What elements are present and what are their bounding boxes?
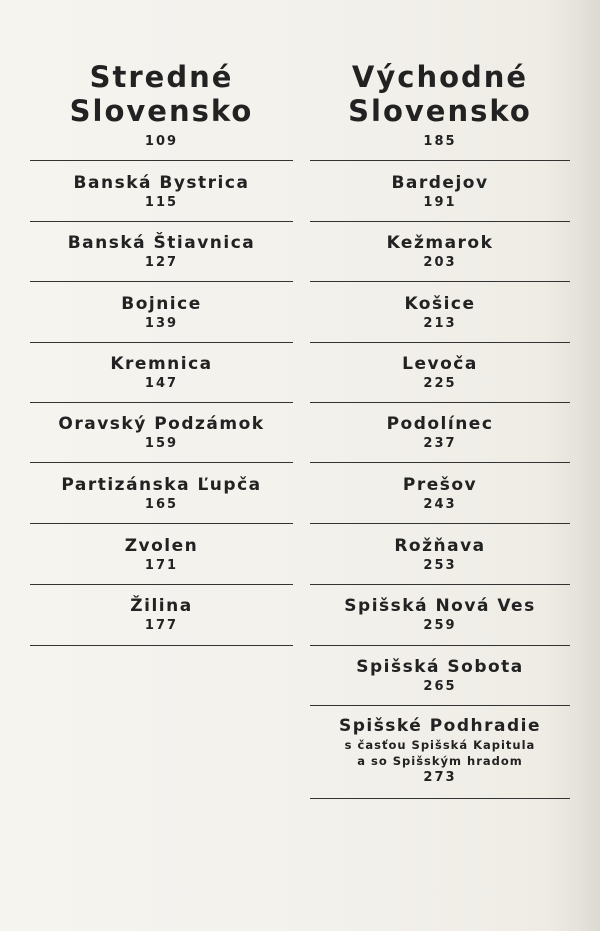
toc-entry-subtitle: s časťou Spišská Kapitula	[344, 738, 536, 752]
toc-entry-page: 259	[423, 618, 457, 633]
toc-entry-page: 159	[144, 436, 179, 451]
toc-entry[interactable]	[30, 535, 293, 574]
toc-entry-name: Košice	[404, 294, 476, 314]
toc-entry[interactable]	[310, 232, 570, 271]
toc-entry-name: Spišská Nová Ves	[344, 596, 536, 616]
toc-entry[interactable]	[30, 595, 293, 634]
toc-entry[interactable]	[30, 353, 293, 392]
section-heading-line2: Slovensko	[69, 94, 254, 128]
divider-rule	[310, 402, 570, 403]
toc-entry-name: Oravský Podzámok	[58, 414, 265, 434]
toc-entry-page: 165	[144, 497, 179, 512]
section-heading-line1: Stredné	[89, 60, 234, 94]
divider-rule	[310, 342, 570, 343]
toc-entry-name: Spišská Sobota	[356, 657, 524, 677]
divider-rule	[30, 221, 293, 222]
toc-entry-name: Prešov	[402, 475, 478, 495]
toc-entry-page: 147	[144, 376, 179, 391]
divider-rule	[310, 281, 570, 282]
section-page-number: 185	[423, 134, 457, 149]
toc-entry-name: Levoča	[402, 354, 478, 374]
divider-rule	[310, 705, 570, 706]
divider-rule	[30, 281, 293, 282]
divider-rule	[310, 221, 570, 222]
toc-entry[interactable]	[310, 474, 570, 513]
toc-entry-name: Rožňava	[394, 536, 486, 556]
toc-entry[interactable]	[310, 172, 570, 211]
toc-entry[interactable]	[30, 474, 293, 513]
toc-entry[interactable]	[310, 353, 570, 392]
toc-entry-page: 115	[144, 195, 179, 210]
toc-entry-page: 171	[144, 558, 179, 573]
divider-rule	[30, 645, 293, 646]
divider-rule	[30, 462, 293, 463]
section-heading-line1: Východné	[351, 60, 529, 94]
toc-entry[interactable]	[310, 293, 570, 332]
toc-entry-page: 225	[423, 376, 457, 391]
divider-rule	[310, 798, 570, 799]
toc-entry[interactable]	[30, 172, 293, 211]
toc-entry[interactable]	[310, 413, 570, 452]
toc-entry-page: 203	[423, 255, 457, 270]
section-page-number: 109	[144, 134, 179, 149]
toc-entry[interactable]	[30, 293, 293, 332]
toc-entry-name: Kežmarok	[386, 233, 494, 253]
toc-entry-name: Bojnice	[121, 294, 202, 314]
toc-entry[interactable]	[310, 595, 570, 634]
toc-entry-page: 177	[144, 618, 179, 633]
toc-entry-page: 265	[423, 679, 457, 694]
toc-entry-name: Partizánska Ľupča	[61, 475, 262, 495]
toc-entry[interactable]	[30, 232, 293, 271]
toc-entry-name: Spišské Podhradie	[338, 716, 542, 736]
toc-entry-page: 253	[423, 558, 457, 573]
toc-entry-name: Žilina	[130, 596, 193, 616]
toc-entry-subtitle: a so Spišským hradom	[357, 754, 523, 768]
toc-entry-name: Kremnica	[110, 354, 213, 374]
toc-entry-name: Banská Bystrica	[73, 173, 250, 193]
divider-rule	[310, 584, 570, 585]
toc-entry-page: 127	[144, 255, 179, 270]
divider-rule	[30, 584, 293, 585]
toc-entry-page: 213	[423, 316, 457, 331]
toc-entry-page: 139	[144, 316, 179, 331]
divider-rule	[310, 462, 570, 463]
toc-entry[interactable]	[310, 715, 570, 786]
toc-entry-name: Podolínec	[386, 414, 494, 434]
divider-rule	[310, 645, 570, 646]
toc-entry-page: 191	[423, 195, 457, 210]
toc-entry[interactable]	[310, 535, 570, 574]
toc-entry-page: 237	[423, 436, 457, 451]
toc-entry-page: 273	[423, 770, 457, 785]
toc-entry[interactable]	[30, 413, 293, 452]
toc-entry-name: Banská Štiavnica	[67, 233, 256, 253]
toc-entry-page: 243	[423, 497, 457, 512]
toc-entry-name: Zvolen	[124, 536, 199, 556]
divider-rule	[30, 402, 293, 403]
divider-rule	[310, 523, 570, 524]
divider-rule	[30, 342, 293, 343]
section-heading-line2: Slovensko	[348, 94, 532, 128]
divider-rule	[30, 160, 293, 161]
divider-rule	[30, 523, 293, 524]
divider-rule	[310, 160, 570, 161]
toc-entry-name: Bardejov	[391, 173, 489, 193]
toc-entry[interactable]	[310, 656, 570, 695]
